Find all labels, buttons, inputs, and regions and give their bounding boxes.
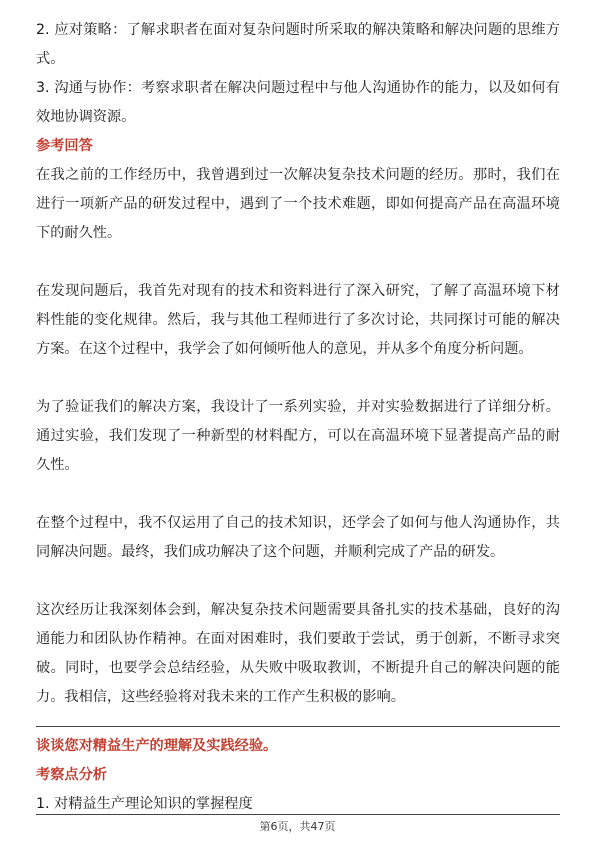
answer-paragraph-3: 为了验证我们的解决方案，我设计了一系列实验，并对实验数据进行了详细分析。通过实验，我们发现了一种新型的材料配方，可以在高温环境下显著提高产品的耐久性。 [36,399,560,473]
evaluation-point-3: 3. 沟通与协作：考察求职者在解决问题过程中与他人沟通协作的能力，以及如何有效地协调资源。 [36,80,560,125]
next-question-title: 谈谈您对精益生产的理解及实践经验。 [36,738,278,754]
section-divider [36,726,560,727]
analysis-heading: 考察点分析 [36,767,107,783]
answer-heading: 参考回答 [36,138,93,154]
page-number: 第6页，共47页 [259,820,336,833]
answer-paragraph-2: 在发现问题后，我首先对现有的技术和资料进行了深入研究，了解了高温环境下材料性能的变化规律。然后，我与其他工程师进行了多次讨论，共同探讨可能的解决方案。在这个过程中，我学会了如何倾听他人的意见，并从多个角度分析问题。 [36,283,560,357]
answer-paragraph-4: 在整个过程中，我不仅运用了自己的技术知识，还学会了如何与他人沟通协作，共同解决问题。最终，我们成功解决了这个问题，并顺利完成了产品的研发。 [36,515,560,560]
analysis-point-1: 1. 对精益生产理论知识的掌握程度 [36,796,253,812]
document-body [36,16,560,712]
footer-divider [36,814,560,815]
evaluation-point-2: 2. 应对策略：了解求职者在面对复杂问题时所采取的解决策略和解决问题的思维方式。 [36,22,560,67]
answer-paragraph-5: 这次经历让我深刻体会到，解决复杂技术问题需要具备扎实的技术基础，良好的沟通能力和团队协作精神。在面对困难时，我们要敢于尝试，勇于创新，不断寻求突破。同时，也要学会总结经验，从失败中吸取教训，不断提升自己的解决问题的能力。我相信，这些经验将对我未来的工作产生积极的影响。 [36,602,560,705]
next-question-section [36,732,560,819]
answer-paragraph-1: 在我之前的工作经历中，我曾遇到过一次解决复杂技术问题的经历。那时，我们在进行一项新产品的研发过程中，遇到了一个技术难题，即如何提高产品在高温环境下的耐久性。 [36,167,560,241]
